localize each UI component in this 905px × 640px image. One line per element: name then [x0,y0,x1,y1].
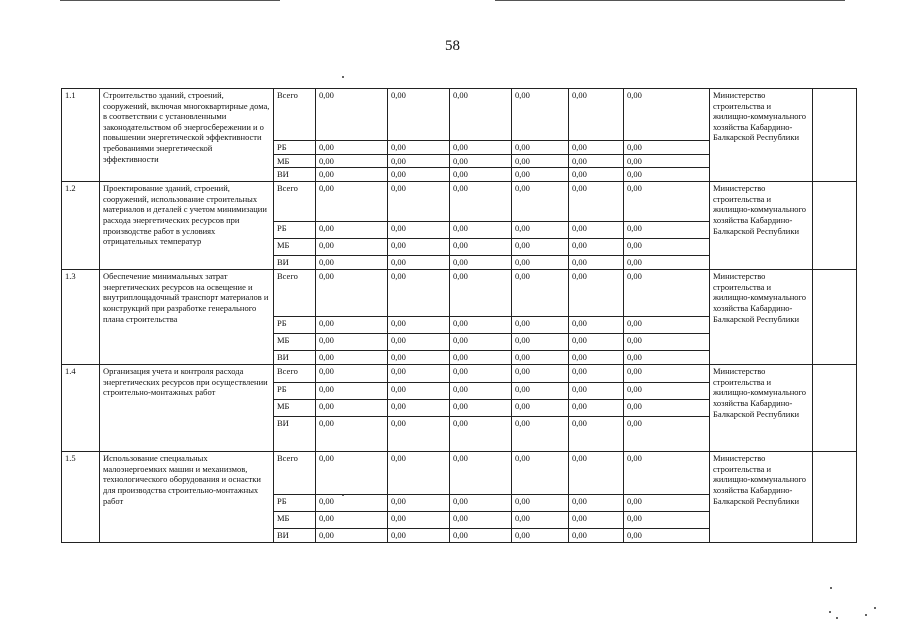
amount-cell: 0,00 [512,452,569,495]
amount-cell: 0,00 [450,495,512,512]
amount-cell: 0,00 [388,168,450,182]
amount-cell: 0,00 [569,256,624,270]
funding-source: Всего [274,89,316,141]
amount-cell: 0,00 [569,529,624,543]
amount-cell: 0,00 [624,154,710,168]
amount-cell: 0,00 [450,256,512,270]
amount-cell: 0,00 [388,529,450,543]
amount-cell: 0,00 [388,182,450,222]
amount-cell: 0,00 [512,239,569,256]
amount-cell: 0,00 [450,383,512,400]
amount-cell: 0,00 [316,529,388,543]
amount-cell: 0,00 [624,270,710,317]
amount-cell: 0,00 [624,417,710,452]
amount-cell: 0,00 [569,154,624,168]
amount-cell: 0,00 [316,383,388,400]
amount-cell: 0,00 [388,141,450,155]
empty-cell [813,452,857,543]
amount-cell: 0,00 [569,417,624,452]
amount-cell: 0,00 [450,141,512,155]
executor: Министерство строительства и жилищно-коммунального хозяйства Кабардино-Балкарской Республики [710,365,813,452]
amount-cell: 0,00 [450,512,512,529]
top-border-right [495,0,845,1]
amount-cell: 0,00 [624,168,710,182]
executor: Министерство строительства и жилищно-коммунального хозяйства Кабардино-Балкарской Республики [710,182,813,270]
amount-cell: 0,00 [624,452,710,495]
measure-name: Строительство зданий, строений, сооружений, включая многоквартирные дома, в соответствии с установленными законодательством об энергосбережении и о повышении энергетической эффективности требованиями энергетической эффективности [100,89,274,182]
amount-cell: 0,00 [316,400,388,417]
scan-mark [836,617,838,619]
amount-cell: 0,00 [316,365,388,383]
amount-cell: 0,00 [512,141,569,155]
funding-source: Всего [274,182,316,222]
amount-cell: 0,00 [388,383,450,400]
amount-cell: 0,00 [450,334,512,351]
measure-name: Использование специальных малоэнергоемких машин и механизмов, технологического оборудования и оснастки для производства строительно-монтажных работ [100,452,274,543]
amount-cell: 0,00 [450,351,512,365]
funding-source: МБ [274,154,316,168]
amount-cell: 0,00 [388,334,450,351]
amount-cell: 0,00 [512,365,569,383]
funding-source: МБ [274,334,316,351]
funding-source: РБ [274,222,316,239]
amount-cell: 0,00 [450,270,512,317]
scan-mark [830,587,832,589]
amount-cell: 0,00 [624,400,710,417]
amount-cell: 0,00 [512,351,569,365]
amount-cell: 0,00 [450,417,512,452]
amount-cell: 0,00 [450,317,512,334]
amount-cell: 0,00 [624,89,710,141]
funding-source: МБ [274,512,316,529]
executor: Министерство строительства и жилищно-коммунального хозяйства Кабардино-Балкарской Республики [710,270,813,365]
amount-cell: 0,00 [569,383,624,400]
amount-cell: 0,00 [624,529,710,543]
funding-source: ВИ [274,529,316,543]
measure-name: Организация учета и контроля расхода энергетических ресурсов при осуществлении строительно-монтажных работ [100,365,274,452]
amount-cell: 0,00 [316,495,388,512]
table-row [62,270,857,317]
amount-cell: 0,00 [624,495,710,512]
funding-source: ВИ [274,351,316,365]
amount-cell: 0,00 [624,141,710,155]
amount-cell: 0,00 [388,495,450,512]
amount-cell: 0,00 [569,351,624,365]
amount-cell: 0,00 [512,256,569,270]
table-row [62,452,857,495]
amount-cell: 0,00 [388,89,450,141]
amount-cell: 0,00 [316,452,388,495]
item-number: 1.4 [62,365,100,452]
amount-cell: 0,00 [450,154,512,168]
funding-source: РБ [274,383,316,400]
amount-cell: 0,00 [569,452,624,495]
funding-source: РБ [274,495,316,512]
amount-cell: 0,00 [624,351,710,365]
amount-cell: 0,00 [512,417,569,452]
amount-cell: 0,00 [512,89,569,141]
item-number: 1.3 [62,270,100,365]
amount-cell: 0,00 [569,239,624,256]
amount-cell: 0,00 [450,452,512,495]
empty-cell [813,89,857,182]
scan-mark [829,611,831,613]
executor: Министерство строительства и жилищно-коммунального хозяйства Кабардино-Балкарской Республики [710,89,813,182]
amount-cell: 0,00 [316,222,388,239]
top-border-left [60,0,280,1]
amount-cell: 0,00 [316,168,388,182]
funding-source: ВИ [274,256,316,270]
amount-cell: 0,00 [569,168,624,182]
amount-cell: 0,00 [624,512,710,529]
empty-cell [813,365,857,452]
amount-cell: 0,00 [316,256,388,270]
amount-cell: 0,00 [569,334,624,351]
scan-mark [342,494,344,496]
measures-table [61,88,857,543]
page-number: 58 [445,38,460,54]
funding-source: МБ [274,400,316,417]
scan-mark [865,614,867,616]
amount-cell: 0,00 [512,270,569,317]
funding-source: МБ [274,239,316,256]
amount-cell: 0,00 [388,365,450,383]
funding-source: Всего [274,270,316,317]
amount-cell: 0,00 [388,400,450,417]
amount-cell: 0,00 [388,270,450,317]
amount-cell: 0,00 [450,365,512,383]
funding-source: Всего [274,365,316,383]
amount-cell: 0,00 [512,400,569,417]
amount-cell: 0,00 [624,222,710,239]
amount-cell: 0,00 [450,89,512,141]
funding-source: ВИ [274,417,316,452]
amount-cell: 0,00 [512,168,569,182]
amount-cell: 0,00 [316,270,388,317]
amount-cell: 0,00 [450,529,512,543]
table-row [62,89,857,141]
executor: Министерство строительства и жилищно-коммунального хозяйства Кабардино-Балкарской Республики [710,452,813,543]
amount-cell: 0,00 [316,351,388,365]
amount-cell: 0,00 [624,383,710,400]
amount-cell: 0,00 [388,452,450,495]
amount-cell: 0,00 [569,400,624,417]
amount-cell: 0,00 [512,182,569,222]
amount-cell: 0,00 [512,222,569,239]
amount-cell: 0,00 [569,512,624,529]
amount-cell: 0,00 [512,317,569,334]
amount-cell: 0,00 [316,154,388,168]
amount-cell: 0,00 [450,182,512,222]
amount-cell: 0,00 [569,365,624,383]
amount-cell: 0,00 [512,154,569,168]
table-row [62,365,857,383]
amount-cell: 0,00 [316,417,388,452]
amount-cell: 0,00 [388,239,450,256]
amount-cell: 0,00 [569,89,624,141]
amount-cell: 0,00 [624,334,710,351]
amount-cell: 0,00 [569,222,624,239]
measure-name: Обеспечение минимальных затрат энергетических ресурсов на освещение и внутриплощадочный транспорт материалов и конструкций при разработке генерального плана строительства [100,270,274,365]
table-row [62,182,857,222]
amount-cell: 0,00 [316,182,388,222]
amount-cell: 0,00 [450,239,512,256]
amount-cell: 0,00 [512,529,569,543]
amount-cell: 0,00 [569,270,624,317]
amount-cell: 0,00 [388,256,450,270]
empty-cell [813,270,857,365]
funding-source: ВИ [274,168,316,182]
funding-source: Всего [274,452,316,495]
amount-cell: 0,00 [624,317,710,334]
amount-cell: 0,00 [316,141,388,155]
amount-cell: 0,00 [388,222,450,239]
amount-cell: 0,00 [316,89,388,141]
amount-cell: 0,00 [569,141,624,155]
amount-cell: 0,00 [512,512,569,529]
empty-cell [813,182,857,270]
item-number: 1.2 [62,182,100,270]
amount-cell: 0,00 [388,317,450,334]
measure-name: Проектирование зданий, строений, сооружений, использование строительных материалов и деталей с учетом минимизации расхода энергетических ресурсов при производстве работ в условиях отрицательных температур [100,182,274,270]
amount-cell: 0,00 [316,317,388,334]
amount-cell: 0,00 [388,417,450,452]
amount-cell: 0,00 [316,512,388,529]
item-number: 1.5 [62,452,100,543]
amount-cell: 0,00 [569,317,624,334]
item-number: 1.1 [62,89,100,182]
scan-mark [342,76,344,78]
amount-cell: 0,00 [388,351,450,365]
funding-source: РБ [274,141,316,155]
amount-cell: 0,00 [569,495,624,512]
amount-cell: 0,00 [450,222,512,239]
amount-cell: 0,00 [388,154,450,168]
amount-cell: 0,00 [512,334,569,351]
amount-cell: 0,00 [624,256,710,270]
amount-cell: 0,00 [512,383,569,400]
amount-cell: 0,00 [569,182,624,222]
amount-cell: 0,00 [388,512,450,529]
table-body [62,89,857,543]
amount-cell: 0,00 [512,495,569,512]
amount-cell: 0,00 [316,334,388,351]
amount-cell: 0,00 [450,168,512,182]
amount-cell: 0,00 [316,239,388,256]
scan-mark [874,607,876,609]
amount-cell: 0,00 [450,400,512,417]
amount-cell: 0,00 [624,365,710,383]
funding-source: РБ [274,317,316,334]
amount-cell: 0,00 [624,239,710,256]
amount-cell: 0,00 [624,182,710,222]
